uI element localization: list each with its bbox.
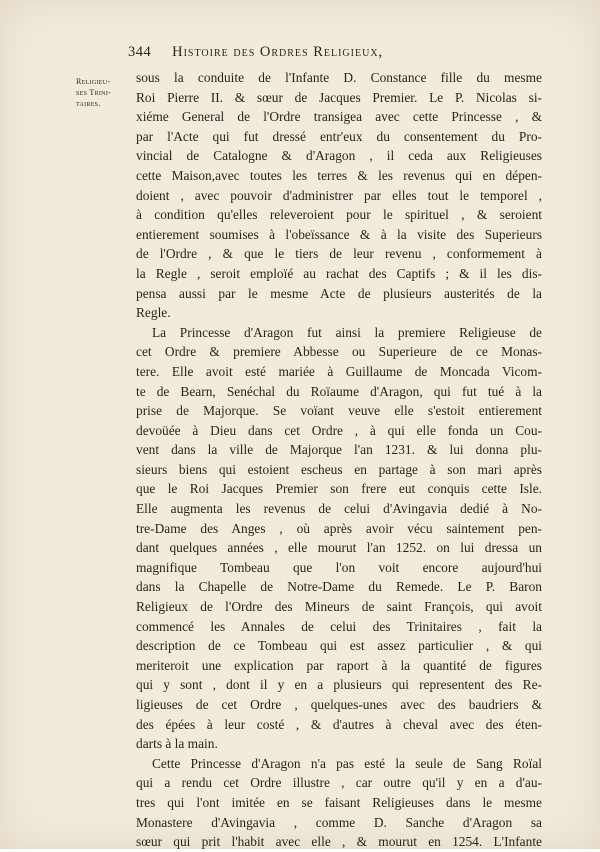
text-line: tre-Dame des Anges , où après avoir vécu saintement pen- [136,520,542,536]
text-line: par l'Acte qui fut dressé entr'eux du consentement du Pro- [136,128,542,144]
text-line: Roi Pierre II. & sœur de Jacques Premier. Le P. Nicolas si- [136,89,542,105]
text-line: Elle augmenta les revenus de celui d'Avingavia dedié à No- [136,501,542,517]
margin-note-line: Religieu- [76,77,111,86]
text-line: xiéme General de l'Ordre transigea avec cette Princesse , & [136,109,542,125]
text-line: ligieuses de cet Ordre , quelques-unes avec des baudriers & [136,697,542,712]
text-line: tres qui l'ont imitée en se faisant Religieuses dans le mesme [136,794,542,810]
text-line: magnifique Tombeau que l'on voit encore aujourd'hui [136,559,542,575]
text-line: description de ce Tombeau qui est assez particulier , & qui [136,638,542,654]
page-number: 344 [128,44,152,60]
text-line: vincial de Catalogne & d'Aragon , il ceda aux Religieuses [136,148,542,164]
text-line: sœur qui prit l'habit avec elle , & mourut en 1254. L'Infante [136,834,542,850]
paragraph [136,754,542,852]
margin-note-line: ses Trini- [76,88,112,97]
text-line: qui a rendu cet Ordre illustre , car outre qu'il y en a d'au- [136,775,542,791]
text-line: qui y sont , dont il y en a plusieurs qui representent des Re- [136,677,542,693]
running-title: Histoire des Ordres Religieux, [172,44,384,60]
text-line: Monastere d'Avingavia , comme D. Sanche d'Aragon sa [136,814,542,830]
text-line: Cette Princesse d'Aragon n'a pas esté la seule de Sang Roïal [152,755,542,771]
text-line: tere. Elle avoit esté mariée à Guillaume de Moncada Vicom- [136,363,542,379]
margin-note [76,76,136,109]
text-line: la Regle , seroit emploïé au rachat des Captifs ; & il les dis- [136,265,542,281]
margin-note-line: taires. [76,99,101,108]
text-line: devoüée à Dieu dans cet Ordre , à qui elle fonda un Cou- [136,422,542,438]
text-line: entierement soumises à l'obeïssance & à la visite des Superieurs [136,226,542,242]
text-line: des épées à leur costé , & d'autres à cheval avec des éten- [136,716,542,732]
text-line: cet Ordre & premiere Abbesse ou Superieure de ce Monas- [136,344,542,360]
text-line: de l'Ordre , & que le tiers de leur revenu , conformement à [136,246,542,262]
paragraph [136,68,542,323]
text-line: commencé les Annales de celui des Trinitaires , fait la [136,618,542,634]
text-line: dans la Chapelle de Notre-Dame du Remede. Le P. Baron [136,579,542,595]
text-line: que le Roi Jacques Premier son frere eut conquis cette Isle. [136,481,542,497]
text-line: pensa aussi par le mesme Acte de plusieurs austerités de la [136,285,542,301]
text-line: te de Bearn, Senéchal du Roïaume d'Aragon, qui fut tué à la [136,383,542,399]
text-line: Regle. [136,305,171,321]
text-line: meriteroit une explication par raport à la quantité de figures [136,657,542,673]
text-line: cette Maison,avec toutes les terres & les revenus qui en dépen- [136,167,542,183]
text-line: sieurs biens qui estoient escheus en partage à son mari après [136,461,542,477]
text-line: dant quelques années , elle mourut l'an 1252. on lui dressa un [136,540,542,556]
text-line: sous la conduite de l'Infante D. Constance fille du mesme [136,70,542,85]
text-line: Religieux de l'Ordre des Mineurs de saint François, qui avoit [136,599,542,615]
running-header [128,44,548,61]
text-line: vent dans la ville de Majorque l'an 1231. & lui donna plu- [136,442,542,458]
body-text [136,68,542,852]
text-line: La Princesse d'Aragon fut ainsi la premiere Religieuse de [152,324,542,340]
text-line: à condition qu'elles releveroient pour le spirituel , & seroient [136,207,542,223]
text-line: darts à la main. [136,736,218,752]
text-line: prise de Majorque. Se voïant veuve elle s'estoit entierement [136,403,542,419]
text-line: doient , avec pouvoir d'administrer par elles tout le temporel , [136,187,542,203]
paragraph [136,323,542,754]
